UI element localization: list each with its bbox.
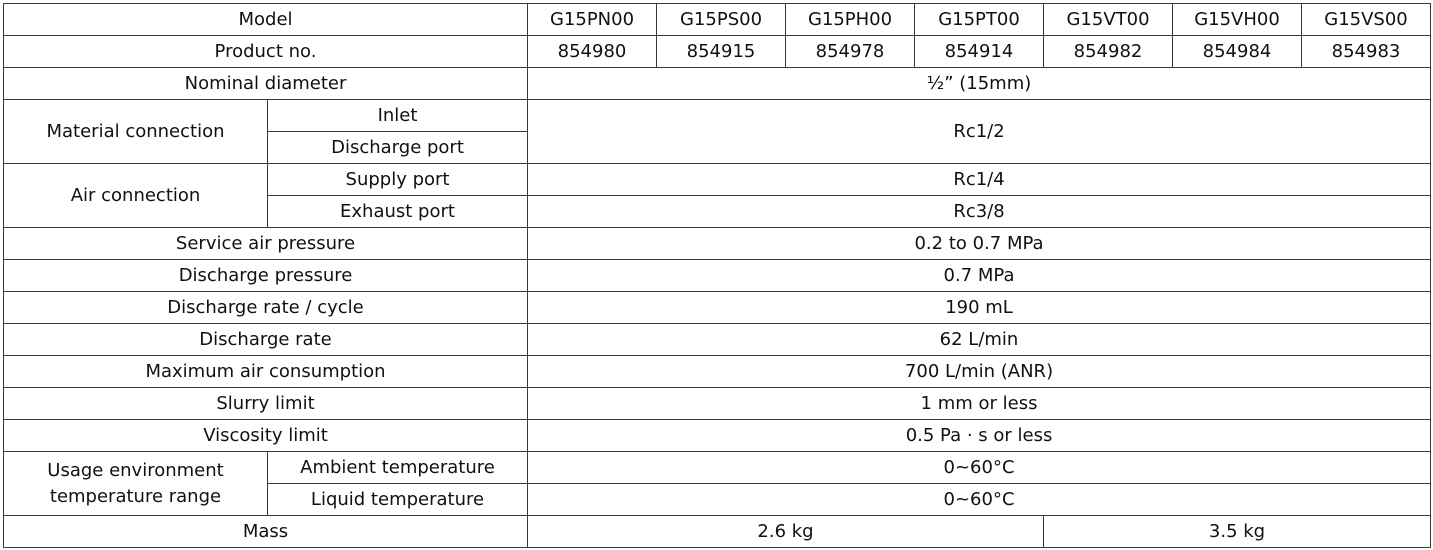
model-label: Model: [4, 4, 528, 36]
product-no-cell: 854980: [528, 36, 657, 68]
product-no-cell: 854982: [1044, 36, 1173, 68]
row-mass: [4, 516, 1431, 548]
product-no-cell: 854984: [1173, 36, 1302, 68]
row-viscosity-limit: [4, 420, 1431, 452]
mass-value-v-models: 3.5 kg: [1044, 516, 1431, 548]
row-discharge-pressure: [4, 260, 1431, 292]
discharge-port-label: Discharge port: [268, 132, 528, 164]
row-model: [4, 4, 1431, 36]
row-nominal-diameter: [4, 68, 1431, 100]
ambient-temperature-value: 0~60°C: [528, 452, 1431, 484]
discharge-rate-label: Discharge rate: [4, 324, 528, 356]
exhaust-port-value: Rc3/8: [528, 196, 1431, 228]
row-ambient-temperature: [4, 452, 1431, 484]
row-discharge-rate-cycle: [4, 292, 1431, 324]
discharge-pressure-label: Discharge pressure: [4, 260, 528, 292]
slurry-limit-label: Slurry limit: [4, 388, 528, 420]
inlet-label: Inlet: [268, 100, 528, 132]
service-air-pressure-value: 0.2 to 0.7 MPa: [528, 228, 1431, 260]
material-connection-value: Rc1/2: [528, 100, 1431, 164]
product-no-label: Product no.: [4, 36, 528, 68]
ambient-temperature-label: Ambient temperature: [268, 452, 528, 484]
product-no-cell: 854915: [657, 36, 786, 68]
nominal-diameter-label: Nominal diameter: [4, 68, 528, 100]
discharge-pressure-value: 0.7 MPa: [528, 260, 1431, 292]
discharge-rate-value: 62 L/min: [528, 324, 1431, 356]
usage-env-temp-label: Usage environment temperature range: [4, 452, 268, 516]
service-air-pressure-label: Service air pressure: [4, 228, 528, 260]
model-cell: G15VT00: [1044, 4, 1173, 36]
product-no-cell: 854983: [1302, 36, 1431, 68]
exhaust-port-label: Exhaust port: [268, 196, 528, 228]
row-max-air-consumption: [4, 356, 1431, 388]
spec-table: [3, 3, 1431, 548]
row-slurry-limit: [4, 388, 1431, 420]
viscosity-limit-value: 0.5 Pa · s or less: [528, 420, 1431, 452]
product-no-cell: 854978: [786, 36, 915, 68]
row-air-supply: [4, 164, 1431, 196]
nominal-diameter-value: ½” (15mm): [528, 68, 1431, 100]
discharge-rate-cycle-label: Discharge rate / cycle: [4, 292, 528, 324]
slurry-limit-value: 1 mm or less: [528, 388, 1431, 420]
product-no-cell: 854914: [915, 36, 1044, 68]
liquid-temperature-value: 0~60°C: [528, 484, 1431, 516]
mass-label: Mass: [4, 516, 528, 548]
model-cell: G15PT00: [915, 4, 1044, 36]
supply-port-label: Supply port: [268, 164, 528, 196]
mass-value-p-models: 2.6 kg: [528, 516, 1044, 548]
material-connection-label: Material connection: [4, 100, 268, 164]
model-cell: G15PN00: [528, 4, 657, 36]
viscosity-limit-label: Viscosity limit: [4, 420, 528, 452]
row-discharge-rate: [4, 324, 1431, 356]
model-cell: G15PS00: [657, 4, 786, 36]
liquid-temperature-label: Liquid temperature: [268, 484, 528, 516]
row-service-air-pressure: [4, 228, 1431, 260]
row-product-no: [4, 36, 1431, 68]
model-cell: G15VS00: [1302, 4, 1431, 36]
supply-port-value: Rc1/4: [528, 164, 1431, 196]
discharge-rate-cycle-value: 190 mL: [528, 292, 1431, 324]
model-cell: G15VH00: [1173, 4, 1302, 36]
max-air-consumption-label: Maximum air consumption: [4, 356, 528, 388]
max-air-consumption-value: 700 L/min (ANR): [528, 356, 1431, 388]
air-connection-label: Air connection: [4, 164, 268, 228]
row-material-inlet: [4, 100, 1431, 132]
model-cell: G15PH00: [786, 4, 915, 36]
